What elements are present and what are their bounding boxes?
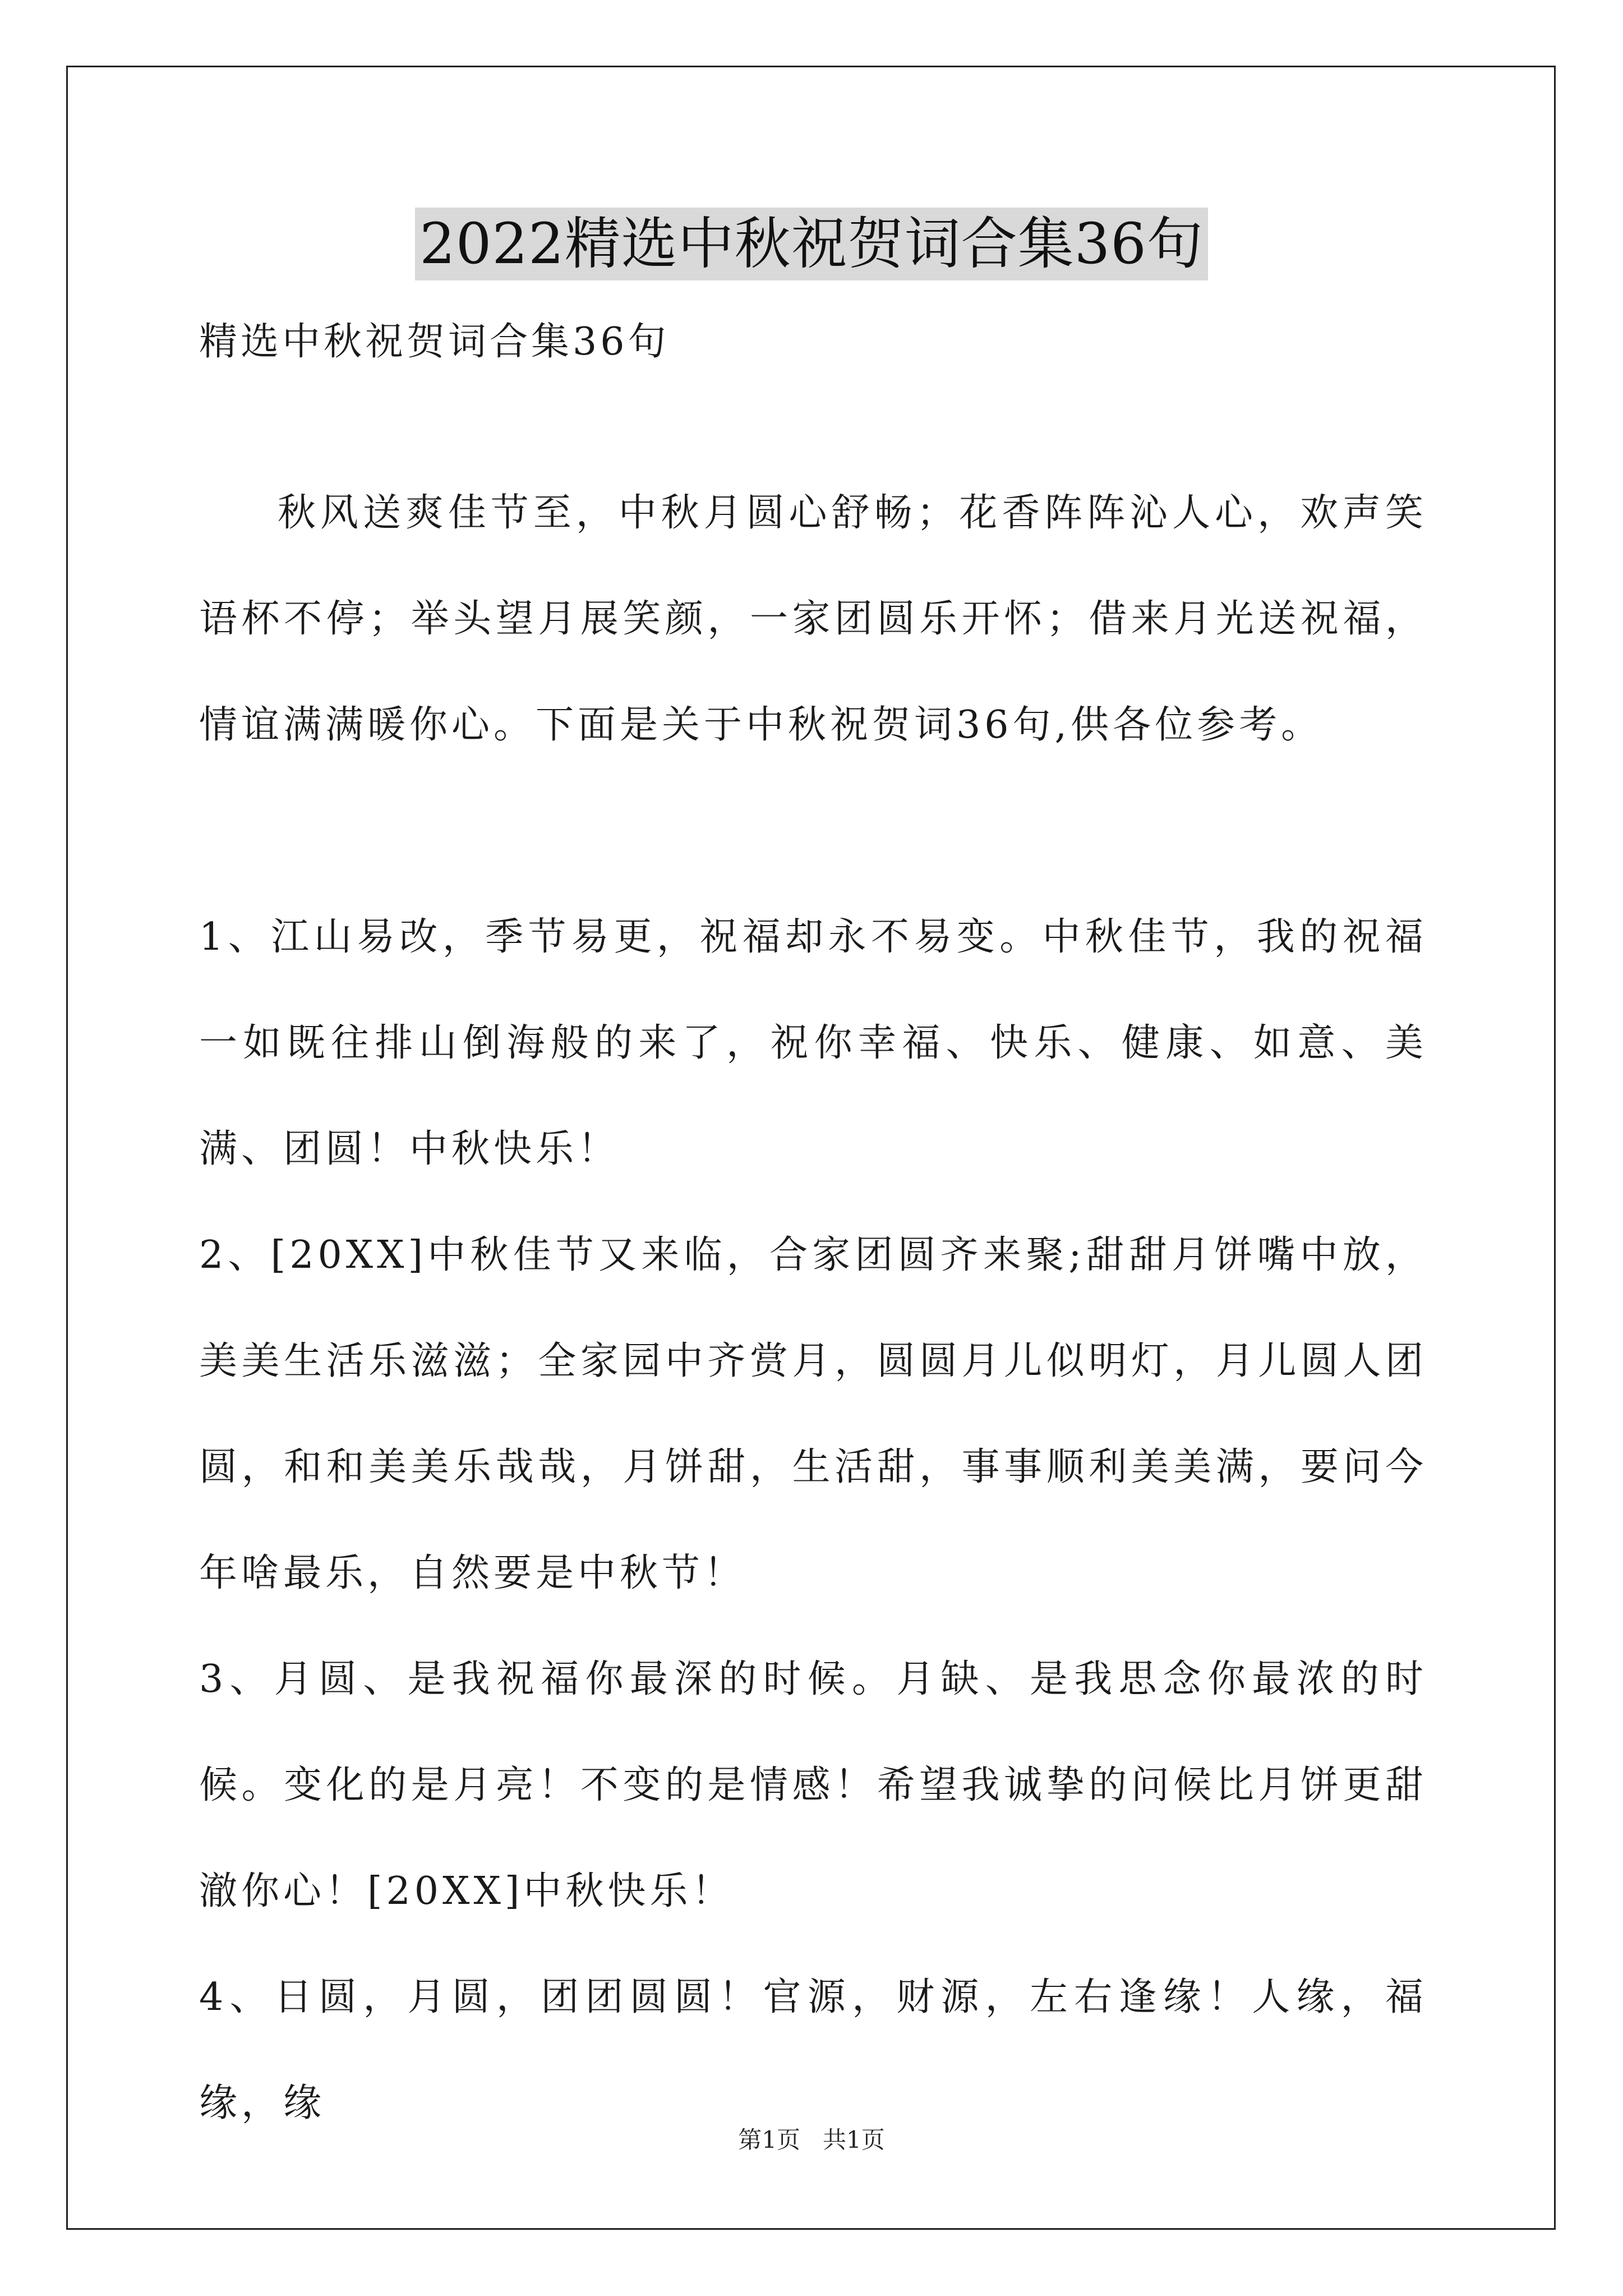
document-body <box>199 460 1427 2156</box>
title-container <box>0 208 1623 280</box>
page-footer: 第1页 共1页 <box>738 2126 885 2154</box>
greeting-item-4: 4、日圆，月圆，团团圆圆！官源，财源，左右逢缘！人缘，福缘，缘 <box>199 1975 1427 2125</box>
document-title: 2022精选中秋祝贺词合集36句 <box>415 208 1208 280</box>
greeting-item-1: 1、江山易改，季节易更，祝福却永不易变。中秋佳节，我的祝福一如既往排山倒海般的来了，祝你幸福、快乐、健康、如意、美满、团圆！中秋快乐！ <box>199 915 1427 1171</box>
document-subtitle: 精选中秋祝贺词合集36句 <box>199 320 670 364</box>
greeting-item-3: 3、月圆、是我祝福你最深的时候。月缺、是我思念你最浓的时候。变化的是月亮！不变的是情感！希望我诚挚的问候比月饼更甜澈你心！[20XX]中秋快乐！ <box>199 1657 1427 1913</box>
greeting-item-2: 2、[20XX]中秋佳节又来临，合家团圆齐来聚;甜甜月饼嘴中放，美美生活乐滋滋；全家园中齐赏月，圆圆月儿似明灯，月儿圆人团圆，和和美美乐哉哉，月饼甜，生活甜，事事顺利美美满，要问今年啥最乐，自然要是中秋节！ <box>199 1233 1427 1595</box>
paragraph-spacer <box>199 778 1427 884</box>
intro-paragraph: 秋风送爽佳节至，中秋月圆心舒畅；花香阵阵沁人心，欢声笑语杯不停；举头望月展笑颜，一家团圆乐开怀；借来月光送祝福，情谊满满暖你心。下面是关于中秋祝贺词36句,供各位参考。 <box>199 491 1427 747</box>
